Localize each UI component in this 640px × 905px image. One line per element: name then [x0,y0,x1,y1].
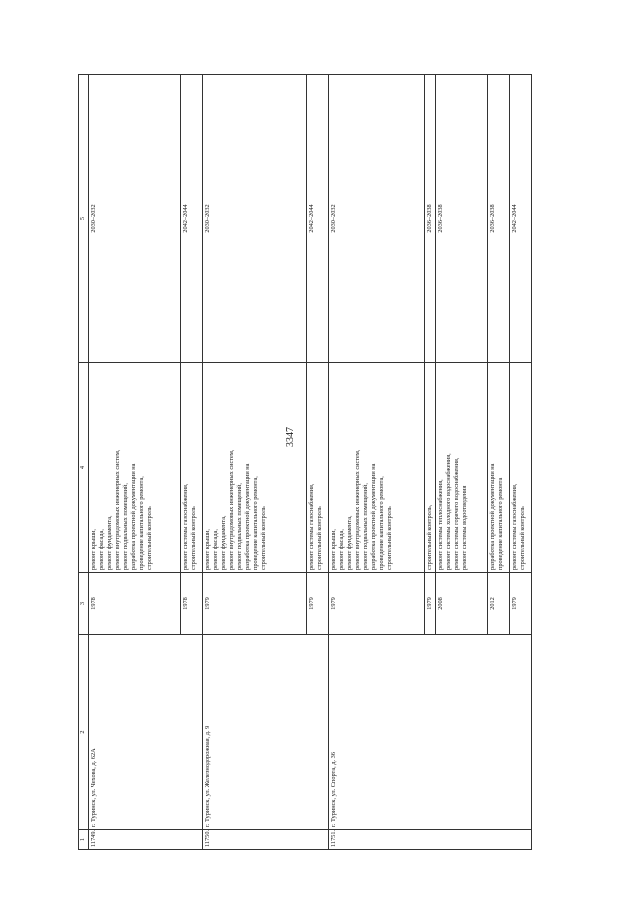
work-item: ремонт подвальных помещений, [362,483,370,570]
period-cell: 2036–2038 [488,75,510,363]
year-cell: 1978 [181,573,203,635]
address-cell: г. Туринск, ул. Чехова, д. 62А [89,635,203,830]
work-item: проведение капитального ремонта, [252,476,260,570]
work-item: ремонт подвальных помещений, [236,483,244,570]
year-cell: 1979 [203,573,307,635]
work-item: ремонт внутридомовых инженерных систем, [228,449,236,570]
work-item: строительный контроль, [426,504,433,570]
period-cell: 2030–2032 [89,75,181,363]
work-item: ремонт фасада, [98,529,106,570]
year-cell: 1979 [510,573,532,635]
work-item: ремонт подвальных помещений, [122,483,130,570]
work-item: строительный контроль [190,506,198,570]
work-item: ремонт фасада, [212,529,220,570]
table-row [329,75,425,850]
row-number: 11751. [329,830,532,850]
table-row [89,75,181,850]
work-item: строительный контроль [386,506,394,570]
period-cell: 2036–2038 [436,75,488,363]
year-cell: 1979 [329,573,425,635]
work-item: строительный контроль [316,506,324,570]
col-header-4: 4 [79,363,89,573]
period-cell: 2042–2044 [307,75,329,363]
address-cell: г. Туринск, ул. Железнодорожная, д. 9 [203,635,329,830]
work-item: ремонт системы газоснабжения, [308,483,315,570]
col-header-3: 3 [79,573,89,635]
page-number: 3347 [285,427,296,447]
work-item: разработка проектной документации на [244,463,252,570]
work-item: ремонт внутридомовых инженерных систем, [114,449,122,570]
row-number: 11749. [89,830,203,850]
works-cell [203,363,307,573]
works-cell [425,363,436,573]
period-cell: 2042–2044 [181,75,203,363]
year-cell: 2012 [488,573,510,635]
period-cell: 2030–2032 [329,75,425,363]
works-cell [181,363,203,573]
work-item: проведение капитального ремонта, [378,476,386,570]
work-item: ремонт системы теплоснабжения, [437,479,445,570]
work-item: ремонт системы газоснабжения, [182,483,189,570]
works-cell [307,363,329,573]
repair-schedule-table [78,74,532,850]
period-cell: 2042–2044 [510,75,532,363]
works-cell [436,363,488,573]
works-cell [488,363,510,573]
year-cell: 1978 [89,573,181,635]
work-item: ремонт фундамента, [106,515,114,570]
work-item: ремонт фасада, [338,529,346,570]
year-cell: 2008 [436,573,488,635]
col-header-1: 1 [79,830,89,850]
work-item: проведение капитального ремонта [497,477,505,570]
work-item: разработка проектной документации на [130,463,138,570]
period-cell: 2036–2038 [425,75,436,363]
work-item: ремонт системы горячего водоснабжения, [453,457,461,570]
work-item: разработка проектной документации на [489,463,497,570]
col-header-2: 2 [79,635,89,830]
work-item: ремонт системы холодного водоснабжения, [445,453,453,570]
period-cell: 2030–2032 [203,75,307,363]
rotated-table-wrapper [78,75,555,850]
work-item: строительный контроль [146,506,154,570]
work-item: разработка проектной документации на [370,463,378,570]
year-cell: 1979 [425,573,436,635]
work-item: строительный контроль [260,506,268,570]
work-item: проведение капитального ремонта, [138,476,146,570]
work-item: строительный контроль [519,506,527,570]
works-cell [89,363,181,573]
work-item: ремонт системы водоотведения [461,485,469,570]
works-cell [329,363,425,573]
work-item: ремонт крыши, [330,528,337,570]
address-cell: г. Туринск, ул. Спорта, д. 36 [329,635,532,830]
work-item: ремонт фундамента, [346,515,354,570]
row-number: 11750. [203,830,329,850]
col-header-5: 5 [79,75,89,363]
work-item: ремонт системы газоснабжения, [511,483,519,570]
work-item: ремонт фундамента, [220,515,228,570]
work-item: ремонт внутридомовых инженерных систем, [354,449,362,570]
table-row [203,75,307,850]
year-cell: 1979 [307,573,329,635]
header-row [79,75,89,850]
work-item: ремонт крыши, [204,528,211,570]
works-cell [510,363,532,573]
work-item: ремонт крыши, [90,528,97,570]
